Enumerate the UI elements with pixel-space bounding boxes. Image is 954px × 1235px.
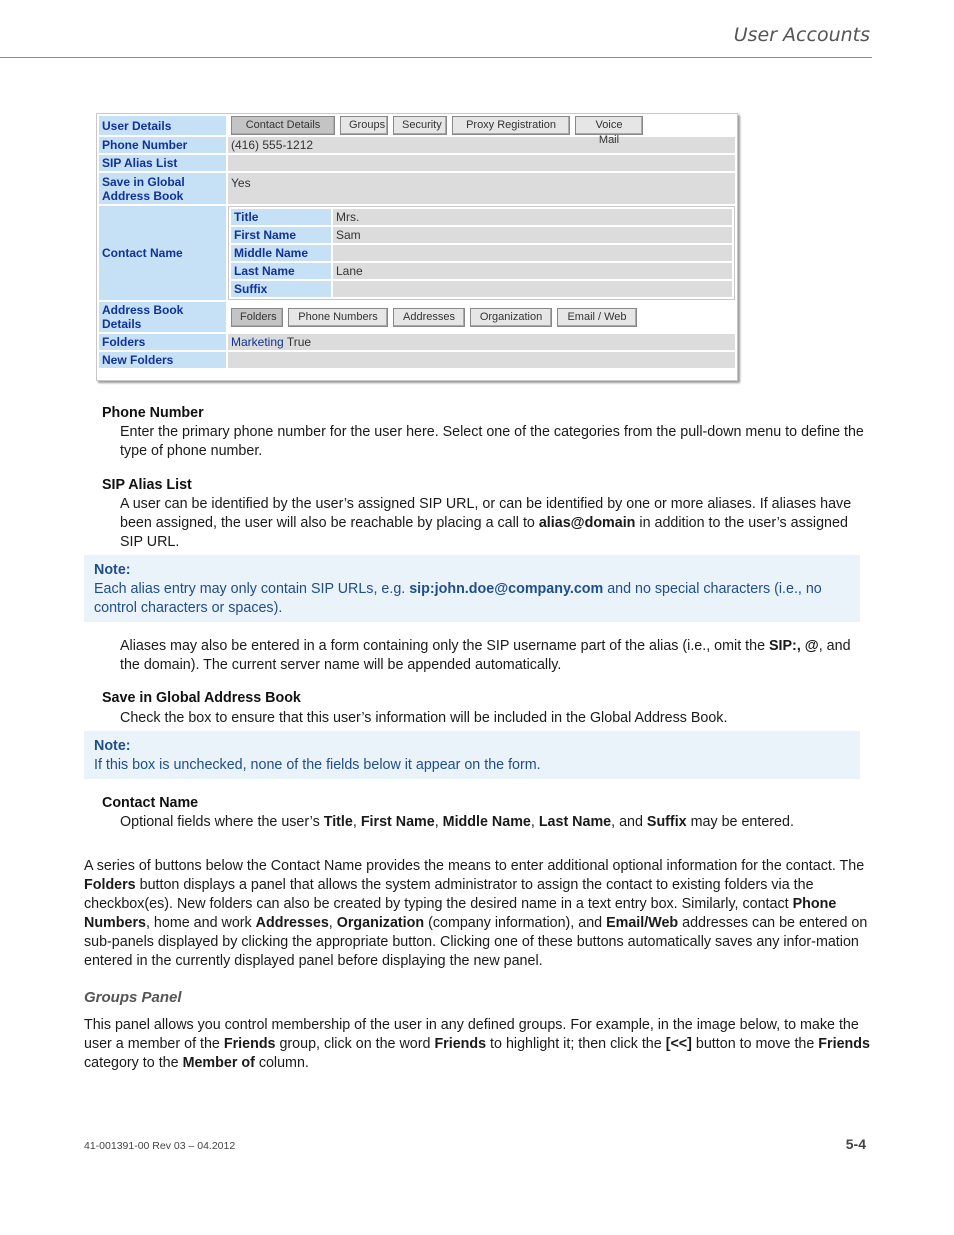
header-rule <box>0 57 872 58</box>
page-header-title: User Accounts <box>733 24 870 46</box>
title-field-label: Title <box>231 209 331 225</box>
contact-name-label: Contact Name <box>99 206 226 300</box>
tab-groups[interactable]: Groups <box>340 116 388 135</box>
sip-alias-label: SIP Alias List <box>99 155 226 171</box>
tab-voice-mail[interactable]: Voice Mail <box>575 116 643 135</box>
tab-folders[interactable]: Folders <box>231 308 283 327</box>
user-details-table <box>97 114 737 370</box>
save-global-label: Save in Global Address Book <box>99 173 226 204</box>
note-body: If this box is unchecked, none of the fields below it appear on the form. <box>94 757 541 773</box>
suffix-field-value <box>333 281 732 297</box>
phone-number-value: (416) 555-1212 <box>228 137 735 153</box>
marketing-folder-label: Marketing <box>231 335 284 349</box>
contact-name-description: Optional fields where the user’s Title, First Name, Middle Name, Last Name, and Suffix may be entered. <box>120 814 794 830</box>
note-title: Note: <box>94 738 131 754</box>
sip-alias-value <box>228 155 735 171</box>
contact-name-fields <box>228 206 735 300</box>
groups-panel-paragraph: This panel allows you control membership of the user in any defined groups. For example, in the image below, to make the user a member of the Friends group, click on the word Friends to highlight it; then click the [<<] button to move the Friends category to the Member of column. <box>84 1017 870 1071</box>
title-field-value: Mrs. <box>333 209 732 225</box>
phone-number-term: Phone Number <box>102 405 204 421</box>
additional-info-paragraph: A series of buttons below the Contact Name provides the means to enter additional optional information for the contact. The Folders button displays a panel that allows the system administrator to assign the contact to existing folders via the checkbox(es). New folders can also be created by typing the desired name in a text entry box. Similarly, contact Phone Numbers, home and work Addresses, Organization (company information), and Email/Web addresses can be entered on sub-panels displayed by clicking the appropriate button. Clicking one of these buttons automatically saves any infor-mation entered in the currently displayed panel before displaying the new panel. <box>84 858 868 969</box>
last-name-field-label: Last Name <box>231 263 331 279</box>
address-book-details-label: Address Book Details <box>99 302 226 332</box>
phone-number-description: Enter the primary phone number for the user here. Select one of the categories from the pull-down menu to define the type of phone number. <box>120 424 864 459</box>
tab-addresses[interactable]: Addresses <box>393 308 465 327</box>
aliases-description: Aliases may also be entered in a form containing only the SIP username part of the alias (i.e., omit the SIP:, @, and the domain). The current server name will be appended automatically. <box>120 638 851 673</box>
suffix-field-label: Suffix <box>231 281 331 297</box>
tab-organization[interactable]: Organization <box>470 308 552 327</box>
last-name-field-value: Lane <box>333 263 732 279</box>
tab-proxy-registration[interactable]: Proxy Registration <box>452 116 570 135</box>
tab-security[interactable]: Security <box>393 116 447 135</box>
tab-email-web[interactable]: Email / Web <box>557 308 637 327</box>
note-title: Note: <box>94 562 131 578</box>
note-unchecked-box <box>84 731 860 779</box>
save-global-value: Yes <box>228 173 735 204</box>
tab-contact-details[interactable]: Contact Details <box>231 116 335 135</box>
first-name-field-label: First Name <box>231 227 331 243</box>
sip-alias-description: A user can be identified by the user’s assigned SIP URL, or can be identified by one or more aliases. If aliases have been assigned, the user will also be reachable by placing a call to alias@domain in addition to the user’s assigned SIP URL. <box>120 496 852 550</box>
groups-panel-heading: Groups Panel <box>84 989 182 1006</box>
user-details-screenshot <box>96 113 738 381</box>
middle-name-field-value <box>333 245 732 261</box>
phone-number-label: Phone Number <box>99 137 226 153</box>
middle-name-field-label: Middle Name <box>231 245 331 261</box>
save-global-term: Save in Global Address Book <box>102 690 301 706</box>
first-name-field-value: Sam <box>333 227 732 243</box>
note-alias-format <box>84 555 860 622</box>
new-folders-label: New Folders <box>99 352 226 368</box>
tab-phone-numbers[interactable]: Phone Numbers <box>288 308 388 327</box>
save-global-description: Check the box to ensure that this user’s information will be included in the Global Address Book. <box>120 710 728 726</box>
marketing-folder-value: True <box>286 335 312 349</box>
footer-page-number: 5-4 <box>845 1136 866 1152</box>
new-folders-value <box>228 352 735 368</box>
contact-name-term: Contact Name <box>102 795 199 811</box>
folders-label: Folders <box>99 334 226 350</box>
user-details-label: User Details <box>99 116 226 135</box>
folders-value <box>228 334 735 350</box>
sip-alias-term: SIP Alias List <box>102 477 192 493</box>
address-tab-bar <box>231 308 735 327</box>
footer-doc-id: 41-001391-00 Rev 03 – 04.2012 <box>84 1140 236 1152</box>
note-body: Each alias entry may only contain SIP URLs, e.g. sip:john.doe@company.com and no special characters (i.e., no control characters or spaces). <box>94 581 822 616</box>
